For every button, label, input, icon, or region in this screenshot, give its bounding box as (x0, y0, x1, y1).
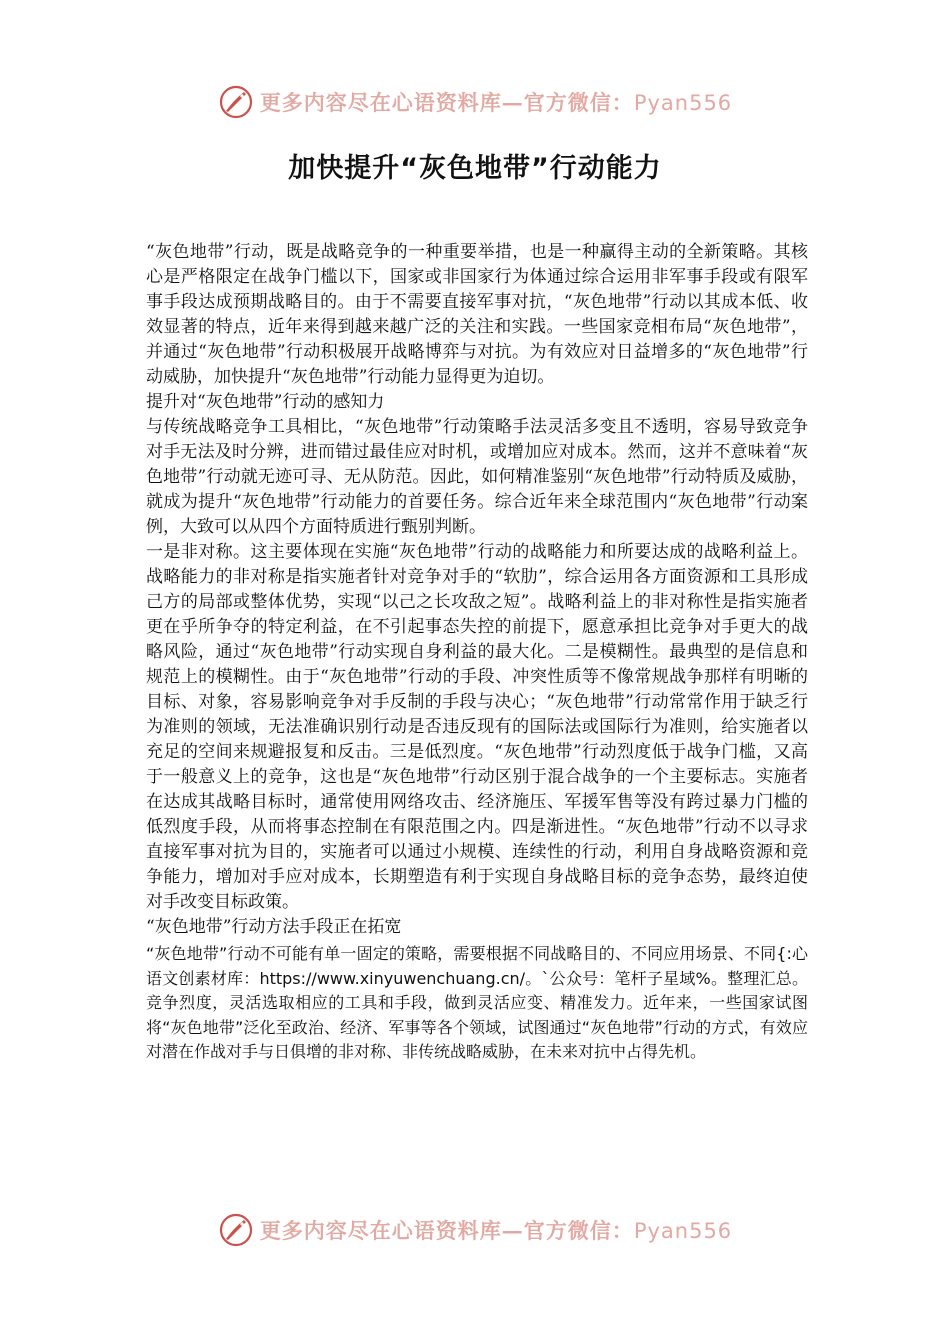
pen-nib-logo-icon (218, 1212, 254, 1248)
header-watermark (0, 82, 950, 122)
paragraph-intro: “灰色地带”行动，既是战略竞争的一种重要举措，也是一种赢得主动的全新策略。其核心是严格限定在战争门槛以下，国家或非国家行为体通过综合运用非军事手段或有限军事手段达成预期战略目的。由于不需要直接军事对抗，“灰色地带”行动以其成本低、收效显著的特点，近年来得到越来越广泛的关注和实践。一些国家竞相布局“灰色地带”，并通过“灰色地带”行动积极展开战略博弈与对抗。为有效应对日益增多的“灰色地带”行动威胁，加快提升“灰色地带”行动能力显得更为迫切。 (146, 242, 808, 387)
paragraph-perception: 与传统战略竞争工具相比，“灰色地带”行动策略手法灵活多变且不透明，容易导致竞争对手无法及时分辨，进而错过最佳应对时机，或增加应对成本。然而，这并不意味着“灰色地带”行动就无迹可寻、无从防范。因此，如何精准鉴别“灰色地带”行动特质及威胁，就成为提升“灰色地带”行动能力的首要任务。综合近年来全球范围内“灰色地带”行动案例，大致可以从四个方面特质进行甄别判断。 (146, 417, 808, 537)
section-heading-perception: 提升对“灰色地带”行动的感知力 (146, 392, 385, 412)
watermark-wechat-id: Pyan556 (633, 91, 733, 115)
section-heading-methods: “灰色地带”行动方法手段正在拓宽 (146, 917, 402, 937)
document-body (146, 240, 808, 1065)
watermark-text (260, 1215, 732, 1245)
document-title: 加快提升“灰色地带”行动能力 (288, 153, 662, 184)
pen-nib-logo-icon (218, 84, 254, 120)
footer-watermark (0, 1210, 950, 1250)
watermark-wechat-id: Pyan556 (633, 1219, 733, 1243)
watermark-main-text: 更多内容尽在心语资料库—官方微信： (259, 90, 634, 115)
paragraph-four-traits: 一是非对称。这主要体现在实施“灰色地带”行动的战略能力和所要达成的战略利益上。战略能力的非对称是指实施者针对竞争对手的“软肋”，综合运用各方面资源和工具形成己方的局部或整体优势，实现“以己之长攻敌之短”。战略利益上的非对称性是指实施者更在乎所争夺的特定利益，在不引起事态失控的前提下，愿意承担比竞争对手更大的战略风险，通过“灰色地带”行动实现自身利益的最大化。二是模糊性。最典型的是信息和规范上的模糊性。由于“灰色地带”行动的手段、冲突性质等不像常规战争那样有明晰的目标、对象，容易影响竞争对手反制的手段与决心；“灰色地带”行动常常作用于缺乏行为准则的领域，无法准确识别行动是否违反现有的国际法或国际行为准则，给实施者以充足的空间来规避报复和反击。三是低烈度。“灰色地带”行动烈度低于战争门槛，又高于一般意义上的竞争，这也是“灰色地带”行动区别于混合战争的一个主要标志。实施者在达成其战略目标时，通常使用网络攻击、经济施压、军援军售等没有跨过暴力门槛的低烈度手段，从而将事态控制在有限范围之内。四是渐进性。“灰色地带”行动不以寻求直接军事对抗为目的，实施者可以通过小规模、连续性的行动，利用自身战略资源和竞争能力，增加对手应对成本，长期塑造有利于实现自身战略目标的竞争态势，最终迫使对手改变目标政策。 (146, 542, 808, 912)
paragraph-methods: “灰色地带”行动不可能有单一固定的策略，需要根据不同战略目的、不同应用场景、不同{:心语文创素材库：https://www.xinyuwenchuang.cn/。`公众号：笔杆子星域%。整理汇总。竞争烈度，灵活选取相应的工具和手段，做到灵活应变、精准发力。近年来，一些国家试图将“灰色地带”泛化至政治、经济、军事等各个领域，试图通过“灰色地带”行动的方式，有效应对潜在作战对手与日俱增的非对称、非传统战略威胁，在未来对抗中占得先机。 (146, 944, 808, 1061)
watermark-main-text: 更多内容尽在心语资料库—官方微信： (259, 1218, 634, 1243)
watermark-text (260, 87, 732, 117)
